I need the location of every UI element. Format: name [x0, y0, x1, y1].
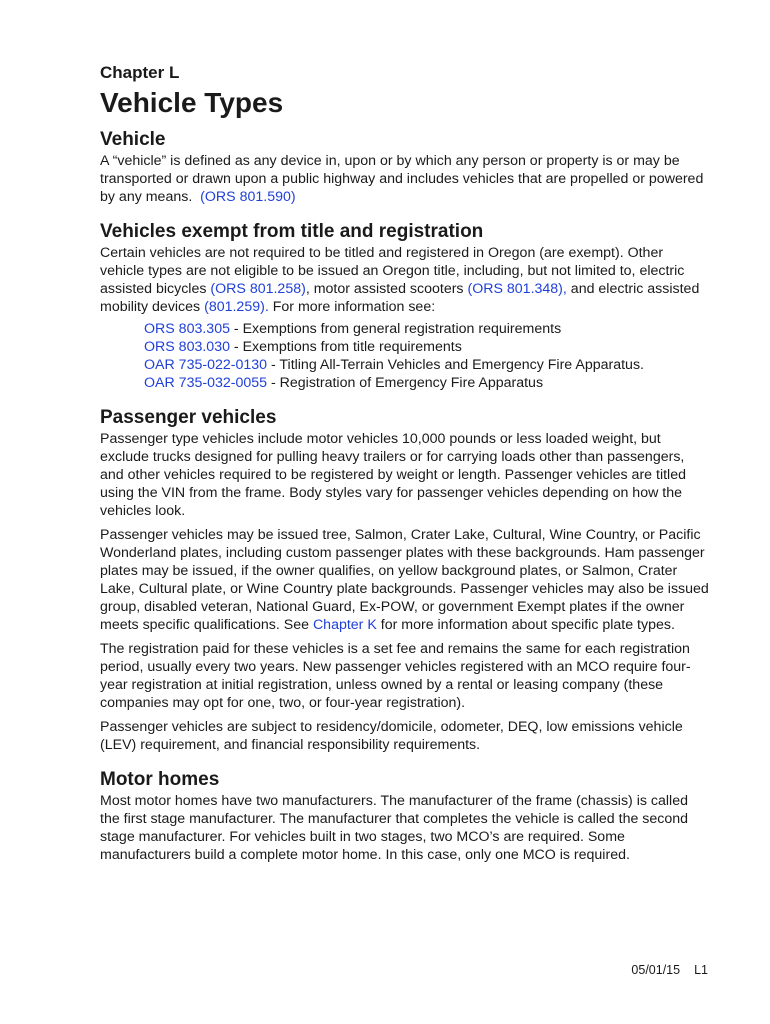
reference-desc: - Titling All-Terrain Vehicles and Emergency Fire Apparatus. [267, 357, 644, 373]
section-exempt [100, 220, 710, 392]
reference-item [144, 320, 710, 338]
motor-homes-paragraph: Most motor homes have two manufacturers. The manufacturer of the frame (chassis) is called the first stage manufacturer. The manufacturer that completes the vehicle is called the second stage manufacturer. For vehicles built in two stages, two MCO’s are required. Some manufacturers build a complete motor home. In this case, only one MCO is required. [100, 793, 689, 863]
document-page [100, 62, 710, 864]
reference-item [144, 356, 710, 374]
section-vehicle [100, 128, 710, 206]
link-oar-735-032-0055[interactable]: OAR 735-032-0055 [144, 375, 268, 391]
link-ors-801-590[interactable]: (ORS 801.590) [200, 189, 296, 205]
footer-page-number: L1 [694, 963, 708, 977]
reference-desc: - Exemptions from title requirements [229, 339, 462, 355]
exempt-text-4: For more information see: [268, 299, 436, 315]
reference-item [144, 338, 710, 356]
reference-item [144, 374, 710, 392]
section-passenger [100, 406, 710, 754]
passenger-plates-text: Passenger vehicles may be issued tree, Salmon, Crater Lake, Cultural, Wine Country, or Pacific Wonderland plates, including custom passenger plates with these backgrounds. Ham passenger plates may be issued, if the owner qualifies, on yellow background plates, or Salmon, Crater Lake, Cultural plate, or Wine Country plate backgrounds. Passenger vehicles may also be issued group, disabled veteran, National Guard, Ex-POW, or government Exempt plates if the owner meets specific qualifications. See [100, 527, 709, 633]
passenger-paragraph-2 [100, 526, 710, 634]
link-ors-803-030[interactable]: ORS 803.030 [144, 339, 230, 355]
exempt-paragraph [100, 244, 710, 316]
section-heading-passenger: Passenger vehicles [100, 407, 277, 428]
reference-desc: - Exemptions from general registration requirements [229, 321, 562, 337]
page-footer [560, 962, 708, 978]
section-heading-exempt: Vehicles exempt from title and registration [100, 221, 484, 242]
reference-desc: - Registration of Emergency Fire Apparatus [267, 375, 544, 391]
exempt-text-2: , motor assisted scooters [305, 281, 464, 297]
passenger-paragraph-3: The registration paid for these vehicles is a set fee and remains the same for each registration period, usually every two years. New passenger vehicles registered with an MCO require four-year registration at initial registration, unless owned by a rental or leasing company (these companies may opt for one, two, or four-year registration). [100, 641, 691, 711]
link-ors-801-348[interactable]: (ORS 801.348), [467, 281, 567, 297]
exempt-text-3: and electric assisted mobility devices [100, 281, 700, 315]
footer-date: 05/01/15 [631, 963, 681, 977]
vehicle-definition-text: A “vehicle” is defined as any device in, upon or by which any person or property is or may be transported or drawn upon a public highway and includes vehicles that are propelled or powered by any means. [100, 153, 704, 205]
passenger-paragraph-4: Passenger vehicles are subject to residency/domicile, odometer, DEQ, low emissions vehicle (LEV) requirement, and financial responsibility requirements. [100, 719, 683, 753]
link-chapter-k[interactable]: Chapter K [312, 617, 377, 633]
passenger-plates-end: for more information about specific plate types. [376, 617, 675, 633]
section-heading-vehicle: Vehicle [100, 129, 166, 150]
vehicle-definition [100, 152, 710, 206]
section-motor-homes [100, 768, 710, 864]
reference-list [144, 320, 710, 392]
link-801-259[interactable]: (801.259). [204, 299, 269, 315]
exempt-text-1: Certain vehicles are not required to be titled and registered in Oregon (are exempt). Other vehicle types are not eligible to be issued an Oregon title, including, but not limited to, electric assisted bicycles [100, 245, 685, 297]
link-ors-801-258[interactable]: (ORS 801.258) [210, 281, 306, 297]
section-heading-motor-homes: Motor homes [100, 769, 220, 790]
passenger-paragraph-1: Passenger type vehicles include motor vehicles 10,000 pounds or less loaded weight, but exclude trucks designed for pulling heavy trailers or for carrying loads other than passengers, and other vehicles required to be registered by weight or length. Passenger vehicles are titled using the VIN from the frame. Body styles vary for passenger vehicles depending on how the vehicles look. [100, 431, 686, 519]
chapter-label: Chapter L [100, 63, 180, 82]
link-ors-803-305[interactable]: ORS 803.305 [144, 321, 230, 337]
page-title: Vehicle Types [100, 87, 284, 118]
link-oar-735-022-0130[interactable]: OAR 735-022-0130 [144, 357, 268, 373]
